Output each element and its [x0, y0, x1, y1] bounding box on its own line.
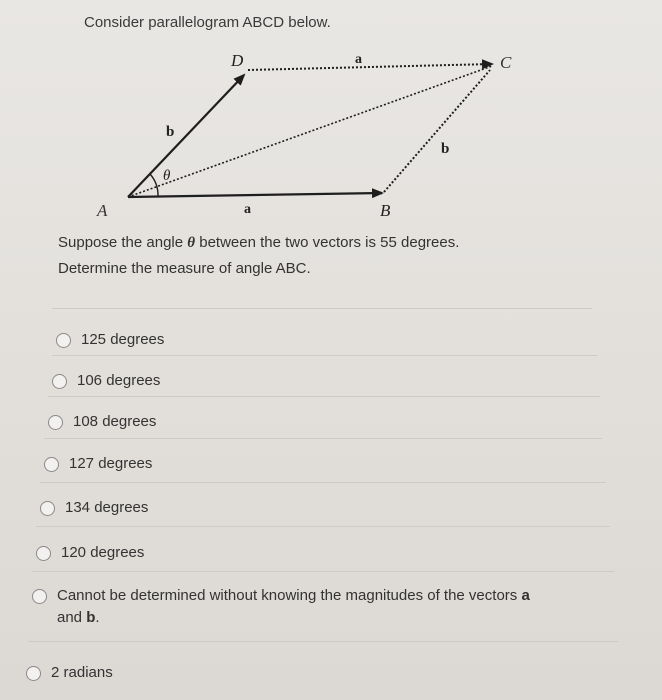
- option-label: 120 degrees: [61, 544, 145, 561]
- vector-a-bottom: [128, 193, 382, 197]
- question-prompt: Consider parallelogram ABCD below.: [84, 14, 331, 31]
- question-line-1: Suppose the angle θ between the two vectors is 55 degrees.: [58, 234, 460, 251]
- radio-button[interactable]: [36, 546, 51, 561]
- divider: [36, 526, 610, 527]
- divider: [52, 355, 597, 356]
- vertex-label-c: C: [500, 53, 512, 72]
- vertex-label-a: A: [97, 201, 108, 220]
- vector-label-b-right: b: [441, 141, 450, 157]
- option-label: 2 radians: [51, 664, 113, 681]
- divider-top: [52, 308, 592, 309]
- answer-option[interactable]: [44, 456, 152, 475]
- vector-a-top-dotted: [248, 64, 492, 70]
- option-label: 106 degrees: [77, 372, 161, 389]
- answer-option[interactable]: [36, 545, 144, 564]
- bold-vector-b: b: [86, 609, 96, 626]
- divider: [40, 482, 606, 483]
- angle-label-theta: θ: [163, 168, 171, 184]
- answer-option[interactable]: [32, 588, 612, 629]
- theta-symbol: θ: [187, 235, 196, 251]
- option-label: 134 degrees: [65, 499, 149, 516]
- divider: [32, 571, 614, 572]
- vector-label-a-top: a: [355, 52, 362, 67]
- answer-option[interactable]: [52, 373, 160, 392]
- radio-button[interactable]: [48, 415, 63, 430]
- vector-b-right-dotted: [384, 70, 490, 192]
- radio-button[interactable]: [56, 333, 71, 348]
- radio-button[interactable]: [44, 457, 59, 472]
- vertex-label-b: B: [380, 201, 391, 220]
- option-label: Cannot be determined without knowing the magnitudes of the vectors a and b.: [57, 587, 530, 626]
- question-text: [58, 230, 459, 281]
- divider: [48, 396, 600, 397]
- radio-button[interactable]: [52, 374, 67, 389]
- divider: [28, 641, 618, 642]
- vector-b-left: [128, 75, 244, 197]
- question-line-2: Determine the measure of angle ABC.: [58, 260, 311, 277]
- answer-option[interactable]: [40, 500, 148, 519]
- vector-label-a-bottom: a: [244, 202, 251, 217]
- answer-option[interactable]: [48, 414, 156, 433]
- option-label: 127 degrees: [69, 455, 153, 472]
- vertex-label-d: D: [231, 51, 244, 70]
- answer-option[interactable]: [26, 665, 113, 684]
- radio-button[interactable]: [32, 589, 47, 604]
- vector-label-b-left: b: [166, 124, 175, 140]
- divider: [44, 438, 602, 439]
- bold-vector-a: a: [521, 587, 530, 604]
- radio-button[interactable]: [26, 666, 41, 681]
- answer-option[interactable]: [56, 332, 164, 351]
- radio-button[interactable]: [40, 501, 55, 516]
- parallelogram-diagram: [0, 0, 662, 240]
- option-label: 108 degrees: [73, 413, 157, 430]
- option-label: 125 degrees: [81, 331, 165, 348]
- angle-theta-arc: [150, 174, 158, 196]
